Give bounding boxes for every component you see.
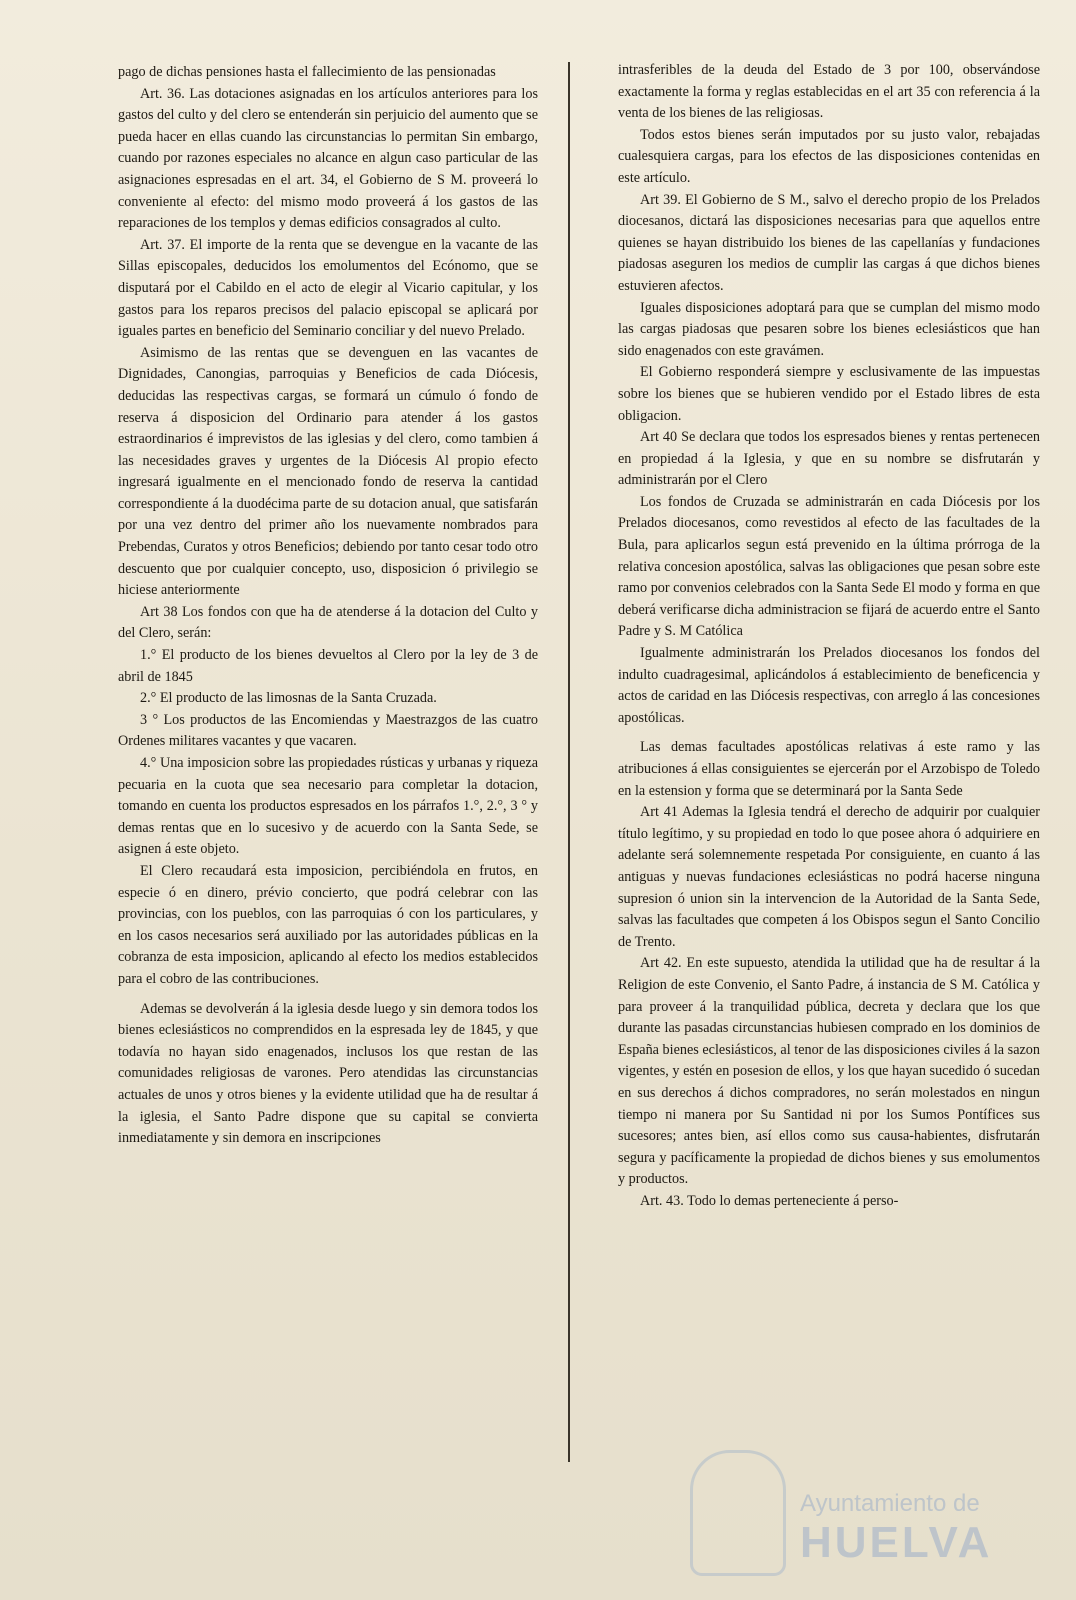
paragraph: Art 39. El Gobierno de S M., salvo el derecho propio de los Prelados diocesanos, dictará las disposiciones necesarias para que aquellos entre quienes se hayan distribuido los bienes de las capellanías y fundaciones piadosas aseguren los medios de cumplir las cargas á que dichos bienes estuvieren afectos.: [618, 191, 1040, 294]
watermark-emblem-icon: [690, 1450, 786, 1576]
paragraph: Art 40 Se declara que todos los espresados bienes y rentas pertenecen en propiedad á la Iglesia, y que en su nombre se disfrutarán y administrarán por el Clero: [618, 429, 1040, 489]
paragraph: 1.° El producto de los bienes devueltos al Clero por la ley de 3 de abril de 1845: [118, 647, 538, 685]
paragraph: Igualmente administrarán los Prelados diocesanos los fondos del indulto cuadragesimal, aplicándolos á establecimiento de beneficencia y actos de caridad en las Diócesis respectivas, con arreglo á las concesiones apostólicas.: [618, 645, 1040, 726]
paragraph: Art 41 Ademas la Iglesia tendrá el derecho de adquirir por cualquier título legítimo, y su propiedad en todo lo que posee ahora ó adquiriere en adelante será solemnemente respetada Por consiguiente, en cuanto á las antiguas y nuevas fundaciones eclesiásticas no podrá hacerse ninguna supresion ó union sin la intervencion de la Autoridad de la Santa Sede, salvas las facultades que competen á los Obispos segun el Santo Concilio de Trento.: [618, 804, 1040, 950]
column-divider: [568, 62, 570, 1462]
paragraph: Art 38 Los fondos con que ha de atenderse á la dotacion del Culto y del Clero, serán:: [118, 603, 538, 642]
paragraph: El Clero recaudará esta imposicion, percibiéndola en frutos, en especie ó en dinero, prévio concierto, que podrá celebrar con las provincias, con los pueblos, con las parroquias ó con los particulares, y en los casos necesarios será auxiliado por las autoridades públicas en la cobranza de esta imposicion, aplicando al efecto los medios establecidos para el cobro de las contribuciones.: [118, 862, 538, 987]
watermark-line1: Ayuntamiento de: [800, 1490, 980, 1517]
paragraph: Asimismo de las rentas que se devenguen en las vacantes de Dignidades, Canongias, parroquias y Beneficios de cada Diócesis, deducidas las respectivas cargas, se formará un cúmulo ó fondo de reserva á disposicion del Ordinario para atender á los gastos estraordinarios é imprevistos de las iglesias y del clero, como tambien á las necesidades graves y urgentes de la Diócesis Al propio efecto ingresará igualmente en el mencionado fondo de reserva la cantidad correspondiente á la duodécima parte de su dotacion anual, que satisfarán por una vez dentro del primer año los nuevamente nombrados para Prebendas, Curatos y otros Beneficios; debiendo por tanto cesar todo otro descuento que por cualquier concepto, uso, disposicion ó privilegio se hiciese anteriormente: [118, 344, 538, 599]
paragraph: pago de dichas pensiones hasta el fallecimiento de las pensionadas: [118, 64, 496, 80]
paragraph: El Gobierno responderá siempre y esclusivamente de las impuestas sobre los bienes que se hubieren vendido por el Estado libres de esta obligacion.: [618, 364, 1040, 424]
paragraph: Ademas se devolverán á la iglesia desde luego y sin demora todos los bienes eclesiásticos no comprendidos en la espresada ley de 1845, y que todavía no hayan sido enagenados, inclusos los que restan de las comunidades religiosas de varones. Pero atendidas las circunstancias actuales de unos y otros bienes y la evidente utilidad que ha de resultar á la iglesia, el Santo Padre dispone que su capital se convierta inmediatamente y sin demora en inscripciones: [118, 1000, 538, 1147]
paragraph: Todos estos bienes serán imputados por su justo valor, rebajadas cualesquiera cargas, para los efectos de las disposiciones contenidas en este artículo.: [618, 126, 1040, 186]
paragraph: Los fondos de Cruzada se administrarán en cada Diócesis por los Prelados diocesanos, como revestidos al efecto de las facultades de la Bula, para aplicarlos segun está prevenido en la última prórroga de la relativa concesion apostólica, salvas las obligaciones que pesan sobre este ramo por convenios celebrados con la Santa Sede El modo y forma en que deberá verificarse dicha administracion se fijará de acuerdo entre el Santo Padre y S. M Católica: [618, 493, 1040, 640]
paragraph: Iguales disposiciones adoptará para que se cumplan del mismo modo las cargas piadosas que pesaren sobre los bienes eclesiásticos que han sido enagenados con este gravámen.: [618, 299, 1040, 359]
left-column: [118, 62, 538, 1150]
paragraph: Art 42. En este supuesto, atendida la utilidad que ha de resultar á la Religion de este Convenio, el Santo Padre, á instancia de S M. Católica y para proveer á la tranquilidad pública, decreta y declara que los que durante las pasadas circunstancias hubiesen comprado en los dominios de España bienes eclesiásticos, al tenor de las disposiciones civiles á la sazon vigentes, y estén en posesion de ellos, y los que hayan sucedido ó sucedan en sus derechos á dichos compradores, no serán molestados en ningun tiempo ni manera por Su Santidad ni por los Sumos Pontífices sus sucesores; antes bien, así ellos como sus causa-habientes, disfrutarán segura y pacíficamente la propiedad de dichos bienes y sus emolumentos y productos.: [618, 955, 1040, 1188]
paragraph: Art. 43. Todo lo demas perteneciente á perso-: [640, 1192, 899, 1209]
paragraph: 3 ° Los productos de las Encomiendas y Maestrazgos de las cuatro Ordenes militares vacantes y que vacaren.: [118, 711, 538, 750]
paragraph: Art. 37. El importe de la renta que se devengue en la vacante de las Sillas episcopales, deducidos los emolumentos del Ecónomo, que se disputará por el Cabildo en el acto de elegir al Vicario capitular, y los gastos para los reparos precisos del palacio episcopal se aplicará por iguales partes en beneficio del Seminario conciliar y del nuevo Prelado.: [118, 236, 538, 340]
paragraph: Las demas facultades apostólicas relativas á este ramo y las atribuciones á ellas consiguientes se ejercerán por el Arzobispo de Toledo en la estension y forma que se determinará por la Santa Sede: [618, 739, 1040, 799]
paragraph: 2.° El producto de las limosnas de la Santa Cruzada.: [140, 690, 437, 707]
paragraph: 4.° Una imposicion sobre las propiedades rústicas y urbanas y riqueza pecuaria en la cuota que sea necesario para completar la dotacion, tomando en cuenta los productos espresados en los párrafos 1.°, 2.°, 3 ° y demas rentas que en lo sucesivo y de acuerdo con la Santa Sede, se asignen á este objeto.: [118, 755, 538, 858]
watermark: [800, 1490, 992, 1568]
paragraph: Art. 36. Las dotaciones asignadas en los artículos anteriores para los gastos del culto y del clero se entenderán sin perjuicio del aumento que se pueda hacer en ellas cuando las circunstancias lo permitan Sin embargo, cuando por razones especiales no alcance en algun caso particular de las asignaciones espresadas en el art. 34, el Gobierno de S M. proveerá lo conveniente al efecto: del mismo modo proveerá á los gastos de las reparaciones de los templos y demas edificios consagrados al culto.: [118, 85, 538, 232]
right-column: [618, 60, 1040, 1212]
paragraph: intrasferibles de la deuda del Estado de 3 por 100, observándose exactamente la forma y reglas establecidas en el art 35 con referencia á la venta de los bienes de las religiosas.: [618, 62, 1040, 122]
watermark-line2: HUELVA: [800, 1518, 993, 1567]
